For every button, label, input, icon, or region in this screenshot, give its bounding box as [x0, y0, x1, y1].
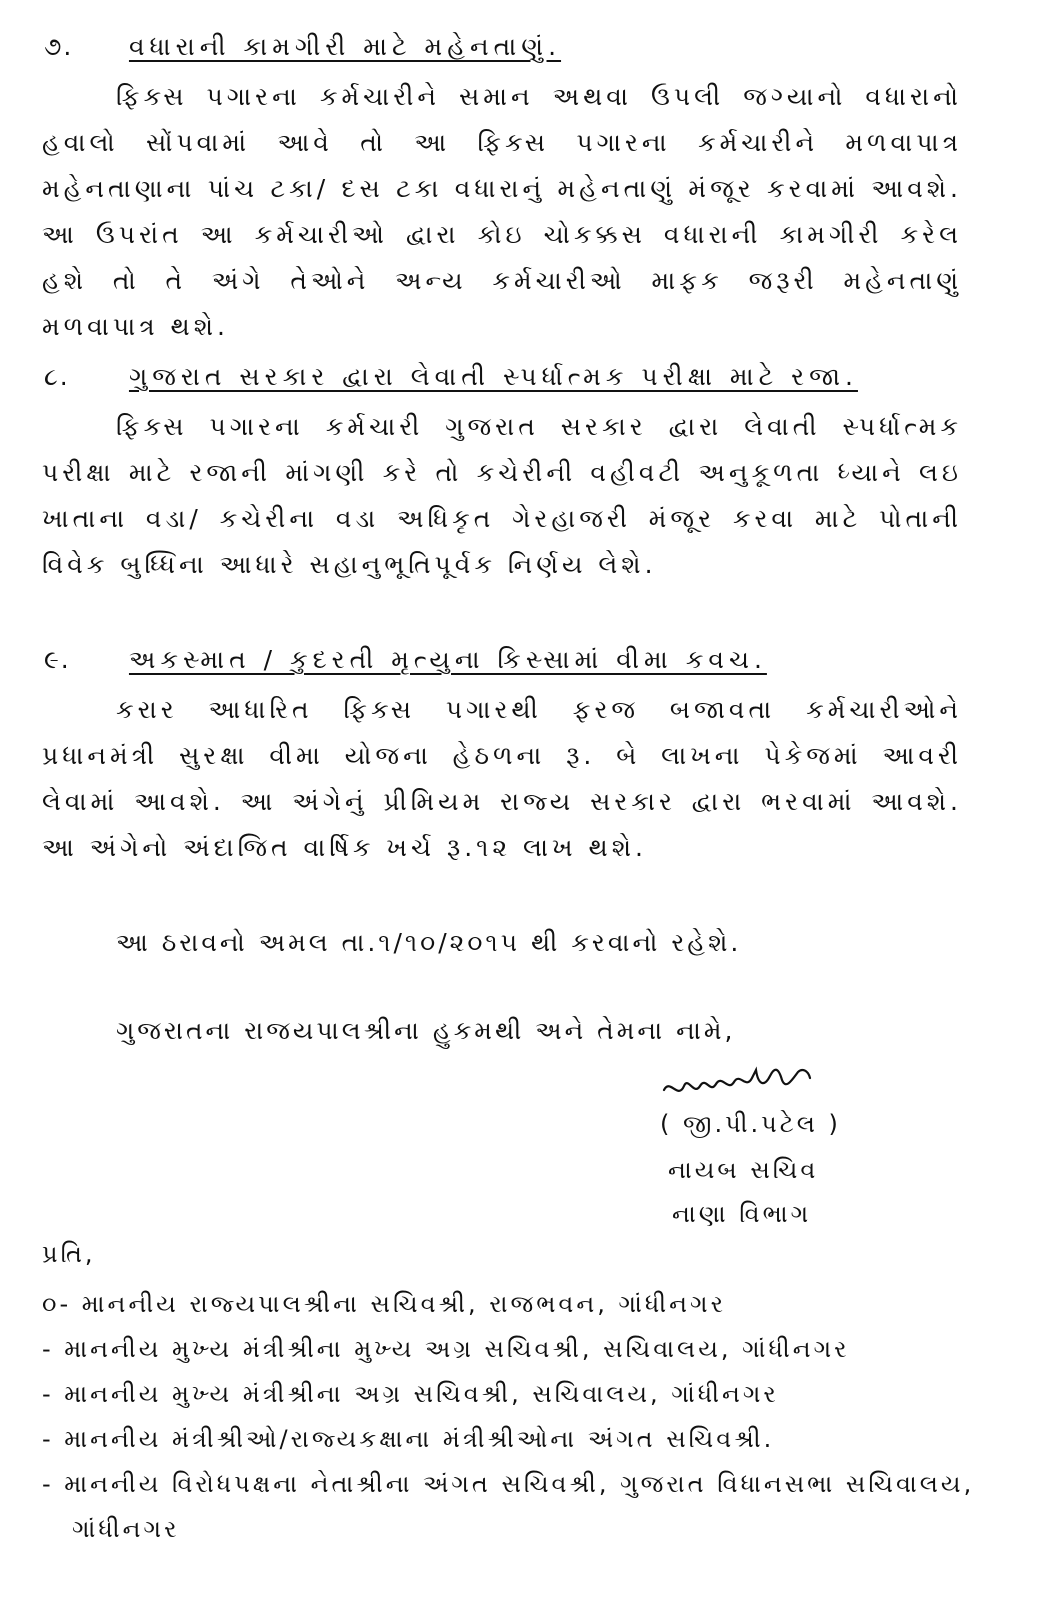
- section-number: ૭.: [44, 32, 74, 61]
- section-title: વધારાની કામગીરી માટે મહેનતાણું.: [128, 32, 562, 61]
- distribution-heading: પ્રતિ,: [42, 1240, 96, 1268]
- distribution-item: - માનનીય મુખ્ય મંત્રીશ્રીના અગ્ર સચિવશ્રી, સચિવાલય, ગાંધીનગર: [42, 1380, 779, 1408]
- section-8-body: [42, 404, 962, 588]
- section-7-heading: [44, 32, 561, 62]
- distribution-item: - માનનીય વિરોધપક્ષના નેતાશ્રીના અંગત સચિવશ્રી, ગુજરાત વિધાનસભા સચિવાલય,: [42, 1470, 975, 1498]
- paragraph-text: ફિક્સ પગારના કર્મચારી ગુજરાત સરકાર દ્વારા લેવાતી સ્પર્ધાત્મક પરીક્ષા માટે રજાની માંગણી કરે તો કચેરીની વહીવટી અનુકૂળતા ધ્યાને લઇ ખાતાના વડા/ કચેરીના વડા અધિકૃત ગેરહાજરી મંજૂર કરવા માટે પોતાની વિવેક બુધ્ધિના આધારે સહાનુભૂતિપૂર્વક નિર્ણય લેશે.: [42, 412, 962, 579]
- section-9-body: [42, 687, 962, 871]
- signatory-name: ( જી.પી.પટેલ ): [660, 1110, 841, 1138]
- paragraph-text: ફિક્સ પગારના કર્મચારીને સમાન અથવા ઉપલી જગ્યાનો વધારાનો હવાલો સોંપવામાં આવે તો આ ફિક્સ પગારના કર્મચારીને મળવાપાત્ર મહેનતાણાના પાંચ ટકા/ દસ ટકા વધારાનું મહેનતાણું મંજૂર કરવામાં આવશે. આ ઉપરાંત આ કર્મચારીઓ દ્વારા કોઇ ચોકક્કસ વધારાની કામગીરી કરેલ હશે તો તે અંગે તેઓને અન્ય કર્મચારીઓ માફક જરૂરી મહેનતાણું મળવાપાત્ર થશે.: [42, 82, 962, 341]
- section-8-heading: [44, 362, 858, 392]
- section-title: અકસ્માત / કુદરતી મૃત્યુના કિસ્સામાં વીમા કવચ.: [128, 645, 767, 674]
- distribution-item: ૦- માનનીય રાજ્યપાલશ્રીના સચિવશ્રી, રાજભવન, ગાંધીનગર: [42, 1290, 726, 1318]
- section-number: ૯.: [44, 645, 71, 674]
- order-line: ગુજરાતના રાજયપાલશ્રીના હુકમથી અને તેમના નામે,: [116, 1016, 736, 1045]
- signatory-department: નાણા વિભાગ: [672, 1200, 812, 1228]
- handwritten-signature: [660, 1060, 820, 1106]
- section-9-heading: [44, 645, 767, 675]
- signature-block: [660, 1060, 841, 1228]
- distribution-item: ગાંધીનગર: [72, 1515, 180, 1543]
- section-7-body: [42, 74, 962, 350]
- signatory-designation: નાયબ સચિવ: [668, 1156, 819, 1184]
- section-number: ૮.: [44, 362, 70, 391]
- paragraph-text: કરાર આધારિત ફિક્સ પગારથી ફરજ બજાવતા કર્મચારીઓને પ્રધાનમંત્રી સુરક્ષા વીમા યોજના હેઠળના રૂ. બે લાખના પેકેજમાં આવરી લેવામાં આવશે. આ અંગેનું પ્રીમિયમ રાજ્ય સરકાર દ્વારા ભરવામાં આવશે. આ અંગેનો અંદાજિત વાર્ષિક ખર્ચ રૂ.૧૨ લાખ થશે.: [42, 695, 962, 862]
- distribution-item: - માનનીય મુખ્ય મંત્રીશ્રીના મુખ્ય અગ્ર સચિવશ્રી, સચિવાલય, ગાંધીનગર: [42, 1335, 850, 1363]
- section-title: ગુજરાત સરકાર દ્વારા લેવાતી સ્પર્ધાત્મક પરીક્ષા માટે રજા.: [128, 362, 858, 391]
- distribution-item: - માનનીય મંત્રીશ્રીઓ/રાજ્યકક્ષાના મંત્રીશ્રીઓના અંગત સચિવશ્રી.: [42, 1425, 775, 1453]
- effective-date-line: આ ઠરાવનો અમલ તા.૧/૧૦/૨૦૧૫ થી કરવાનો રહેશે.: [116, 928, 742, 957]
